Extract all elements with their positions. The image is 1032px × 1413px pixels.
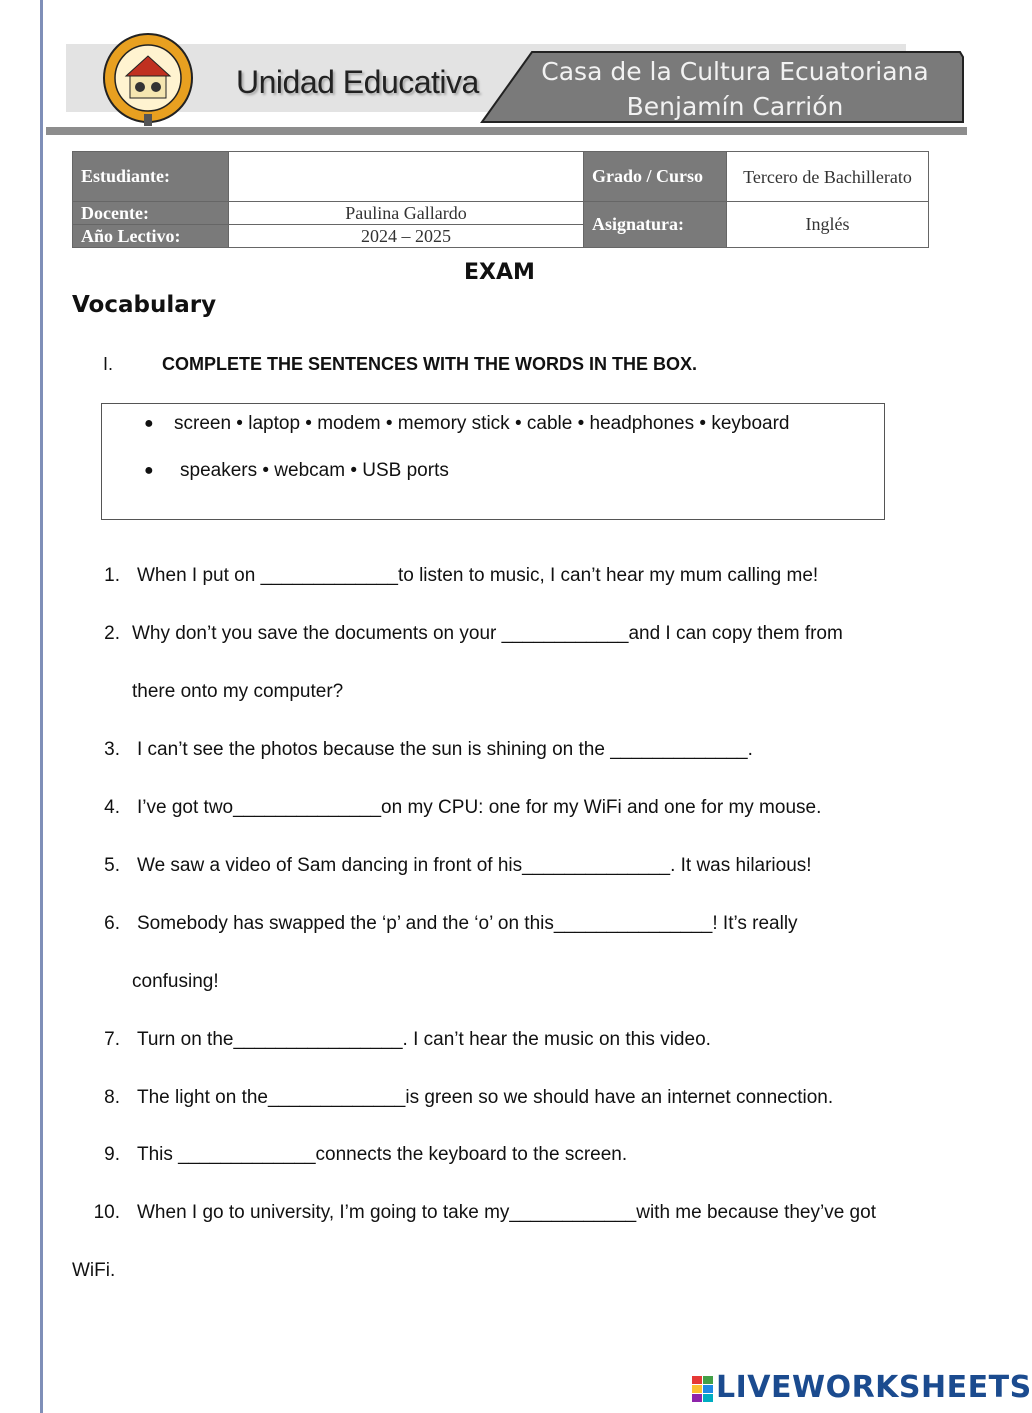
student-field[interactable] bbox=[229, 152, 584, 202]
student-label: Estudiante: bbox=[73, 152, 229, 202]
question-number: 7. bbox=[104, 1029, 120, 1050]
question-9: This _____________connects the keyboard to the screen. bbox=[137, 1144, 628, 1165]
question-number: 9. bbox=[104, 1144, 120, 1165]
question-8: The light on the_____________is green so we should have an internet connection. bbox=[137, 1087, 834, 1108]
question-10-continued: WiFi. bbox=[72, 1260, 116, 1281]
question-7: Turn on the________________. I can’t hear the music on this video. bbox=[137, 1029, 711, 1050]
question-10: When I go to university, I’m going to take my____________with me because they’ve got bbox=[137, 1202, 876, 1223]
liveworksheets-logo-icon bbox=[692, 1372, 714, 1406]
subject-value: Inglés bbox=[727, 202, 929, 248]
exam-title: EXAM bbox=[464, 260, 535, 285]
grade-label: Grado / Curso bbox=[584, 152, 727, 202]
question-number: 6. bbox=[104, 913, 120, 934]
liveworksheets-watermark[interactable]: LIVEWORKSHEETS bbox=[716, 1370, 1032, 1405]
question-number: 5. bbox=[104, 855, 120, 876]
question-1: When I put on _____________to listen to music, I can’t hear my mum calling me! bbox=[137, 565, 819, 586]
question-3: I can’t see the photos because the sun is shining on the _____________. bbox=[137, 739, 753, 760]
school-name-line2: Benjamín Carrión bbox=[626, 92, 844, 121]
bullet-icon: ● bbox=[144, 415, 154, 432]
question-number: 10. bbox=[93, 1202, 120, 1223]
word-box-line1: screen • laptop • modem • memory stick • cable • headphones • keyboard bbox=[174, 413, 790, 434]
subject-label: Asignatura: bbox=[584, 202, 727, 248]
year-value: 2024 – 2025 bbox=[229, 225, 584, 248]
teacher-value: Paulina Gallardo bbox=[229, 202, 584, 225]
grade-value: Tercero de Bachillerato bbox=[727, 152, 929, 202]
school-logo bbox=[96, 30, 200, 130]
question-number: 1. bbox=[104, 565, 120, 586]
section-title: Vocabulary bbox=[72, 292, 217, 318]
question-2-continued: there onto my computer? bbox=[132, 681, 344, 702]
student-info-table bbox=[72, 151, 929, 248]
bullet-icon: ● bbox=[144, 462, 154, 479]
school-name-line1: Casa de la Cultura Ecuatoriana bbox=[541, 57, 929, 86]
word-box bbox=[101, 403, 885, 520]
year-label: Año Lectivo: bbox=[73, 225, 229, 248]
question-number: 8. bbox=[104, 1087, 120, 1108]
question-5: We saw a video of Sam dancing in front of his______________. It was hilarious! bbox=[137, 855, 812, 876]
instruction-text: COMPLETE THE SENTENCES WITH THE WORDS IN THE BOX. bbox=[162, 354, 698, 374]
question-6: Somebody has swapped the ‘p’ and the ‘o’ on this_______________! It’s really bbox=[137, 913, 798, 934]
question-number: 4. bbox=[104, 797, 120, 818]
question-number: 3. bbox=[104, 739, 120, 760]
question-6-continued: confusing! bbox=[132, 971, 219, 992]
page-margin-line bbox=[40, 0, 43, 1413]
question-4: I’ve got two______________on my CPU: one for my WiFi and one for my mouse. bbox=[137, 797, 822, 818]
teacher-label: Docente: bbox=[73, 202, 229, 225]
question-number: 2. bbox=[104, 623, 120, 644]
question-2: Why don’t you save the documents on your ____________and I can copy them from bbox=[132, 623, 843, 644]
instruction-number: I. bbox=[103, 354, 114, 374]
word-box-line2: speakers • webcam • USB ports bbox=[180, 460, 449, 481]
school-name bbox=[520, 54, 950, 124]
school-prefix: Unidad Educativa bbox=[236, 64, 479, 100]
